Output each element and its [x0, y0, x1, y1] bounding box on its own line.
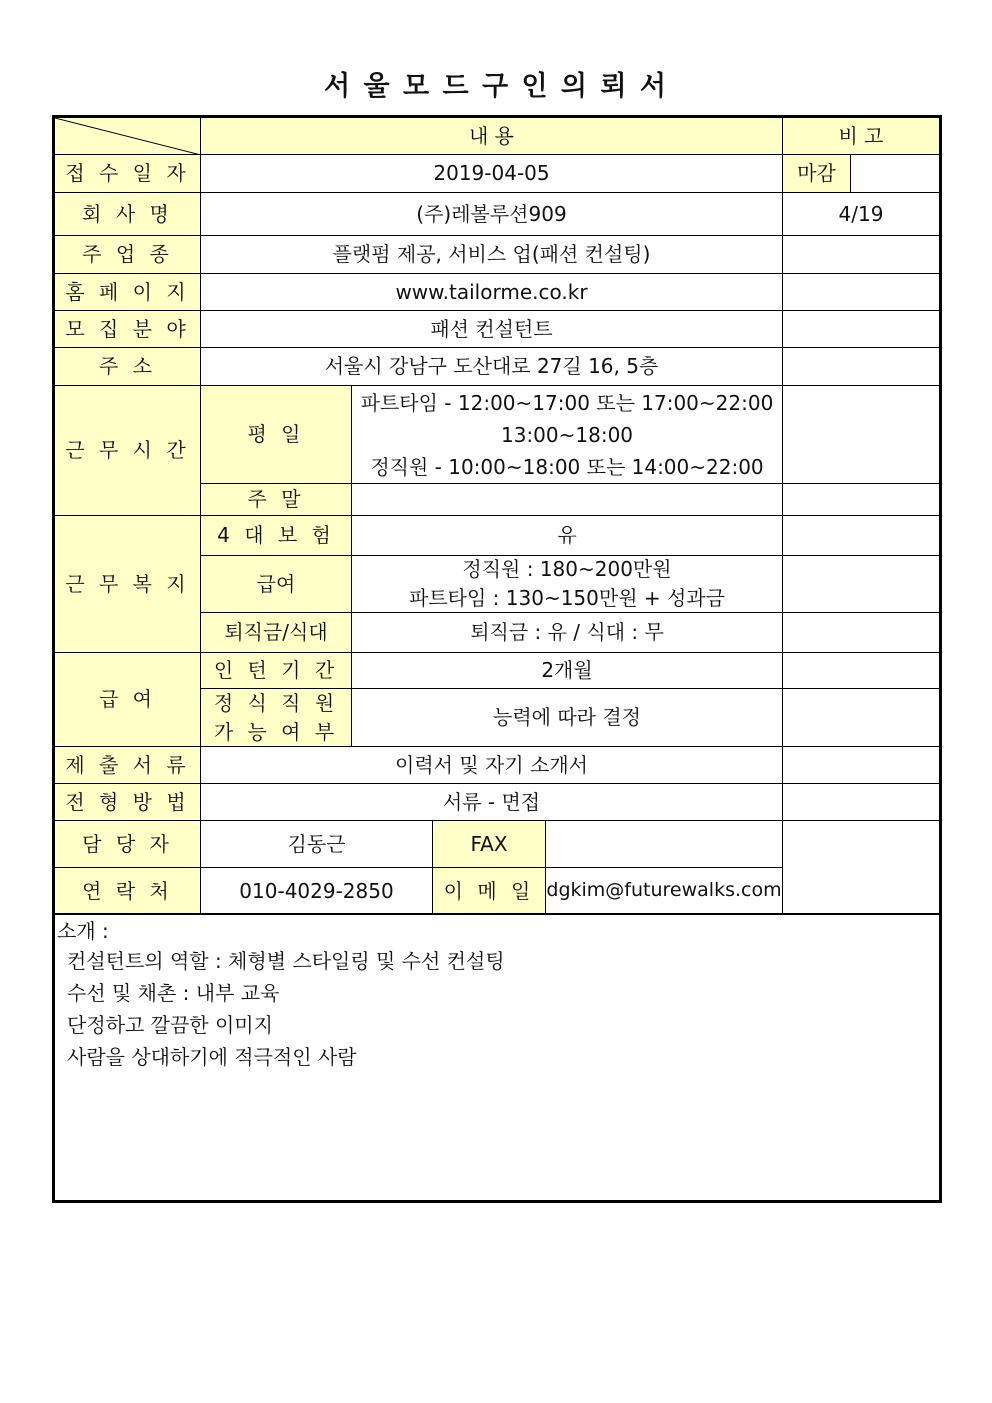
insurance-label: 4 대 보 험 — [201, 516, 352, 556]
salary-line: 파트타임 : 130~150만원 + 성과금 — [409, 586, 725, 610]
introduction-label: 소개 : — [57, 919, 109, 943]
fulltime-eligibility-label-line: 가 능 여 부 — [213, 719, 339, 744]
header-content: 내 용 — [201, 118, 783, 155]
fulltime-eligibility-label — [201, 689, 352, 747]
contact-remark — [783, 821, 939, 915]
intern-period-value: 2개월 — [352, 653, 783, 689]
severance-remark — [783, 613, 939, 653]
insurance-value: 유 — [352, 516, 783, 556]
intern-period-remark — [783, 653, 939, 689]
weekend-label: 주 말 — [201, 484, 352, 516]
deadline-label: 마감 — [783, 155, 851, 193]
weekend-value — [352, 484, 783, 516]
fax-value — [546, 821, 783, 868]
selection-method-remark — [783, 784, 939, 821]
company-name-value: (주)레볼루션909 — [201, 193, 783, 236]
fulltime-eligibility-label-line: 정 식 직 원 — [213, 690, 339, 715]
reception-date-label: 접 수 일 자 — [55, 155, 201, 193]
manager-label: 담 당 자 — [55, 821, 201, 868]
address-remark — [783, 348, 939, 386]
email-value: dgkim@futurewalks.com — [546, 868, 783, 915]
fax-label: FAX — [433, 821, 546, 868]
company-name-label: 회 사 명 — [55, 193, 201, 236]
job-request-form — [52, 115, 942, 1203]
weekday-hours — [352, 386, 783, 484]
manager-value: 김동근 — [201, 821, 433, 868]
address-value: 서울시 강남구 도산대로 27길 16, 5층 — [201, 348, 783, 386]
salary-value — [352, 556, 783, 613]
business-type-value: 플랫펌 제공, 서비스 업(패션 컨설팅) — [201, 236, 783, 274]
fulltime-eligibility-remark — [783, 689, 939, 747]
intern-period-label: 인 턴 기 간 — [201, 653, 352, 689]
weekday-label: 평 일 — [201, 386, 352, 484]
business-type-label: 주 업 종 — [55, 236, 201, 274]
salary-remark — [783, 556, 939, 613]
weekday-hours-line: 정직원 - 10:00~18:00 또는 14:00~22:00 — [370, 454, 764, 479]
document-title: 서 울 모 드 구 인 의 뢰 서 — [324, 71, 668, 102]
weekday-remark — [783, 386, 939, 484]
introduction-line: 수선 및 채촌 : 내부 교육 — [67, 981, 280, 1005]
homepage-value: www.tailorme.co.kr — [201, 274, 783, 311]
severance-value: 퇴직금 : 유 / 식대 : 무 — [352, 613, 783, 653]
homepage-label: 홈 페 이 지 — [55, 274, 201, 311]
phone-value: 010-4029-2850 — [201, 868, 433, 915]
introduction-line: 단정하고 깔끔한 이미지 — [67, 1013, 273, 1037]
business-remark — [783, 236, 939, 274]
selection-method-label: 전 형 방 법 — [55, 784, 201, 821]
header-remark: 비 고 — [783, 118, 939, 155]
diagonal-line-icon — [55, 118, 201, 155]
welfare-label: 근 무 복 지 — [55, 516, 201, 653]
pay-label: 급 여 — [55, 653, 201, 747]
recruit-field-value: 패션 컨설턴트 — [201, 311, 783, 348]
weekday-hours-line: 13:00~18:00 — [500, 422, 634, 447]
selection-method-value: 서류 - 면접 — [201, 784, 783, 821]
deadline-value — [851, 155, 939, 193]
insurance-remark — [783, 516, 939, 556]
reception-date-value: 2019-04-05 — [201, 155, 783, 193]
documents-remark — [783, 747, 939, 784]
header-corner-cell — [55, 118, 201, 155]
fulltime-eligibility-value: 능력에 따라 결정 — [352, 689, 783, 747]
severance-label: 퇴직금/식대 — [201, 613, 352, 653]
salary-line: 정직원 : 180~200만원 — [462, 557, 672, 581]
salary-label: 급여 — [201, 556, 352, 613]
documents-value: 이력서 및 자기 소개서 — [201, 747, 783, 784]
introduction-line: 컨설턴트의 역할 : 체형별 스타일링 및 수선 컨설팅 — [67, 949, 505, 973]
section-divider — [55, 913, 939, 915]
homepage-remark — [783, 274, 939, 311]
work-hours-label: 근 무 시 간 — [55, 386, 201, 516]
recruit-field-label: 모 집 분 야 — [55, 311, 201, 348]
weekend-remark — [783, 484, 939, 516]
phone-label: 연 락 처 — [55, 868, 201, 915]
weekday-hours-line: 파트타임 - 12:00~17:00 또는 17:00~22:00 — [360, 390, 774, 415]
introduction-line: 사람을 상대하기에 적극적인 사람 — [67, 1045, 357, 1069]
recruit-field-remark — [783, 311, 939, 348]
company-remark: 4/19 — [783, 193, 939, 236]
email-label: 이 메 일 — [433, 868, 546, 915]
address-label: 주 소 — [55, 348, 201, 386]
documents-label: 제 출 서 류 — [55, 747, 201, 784]
